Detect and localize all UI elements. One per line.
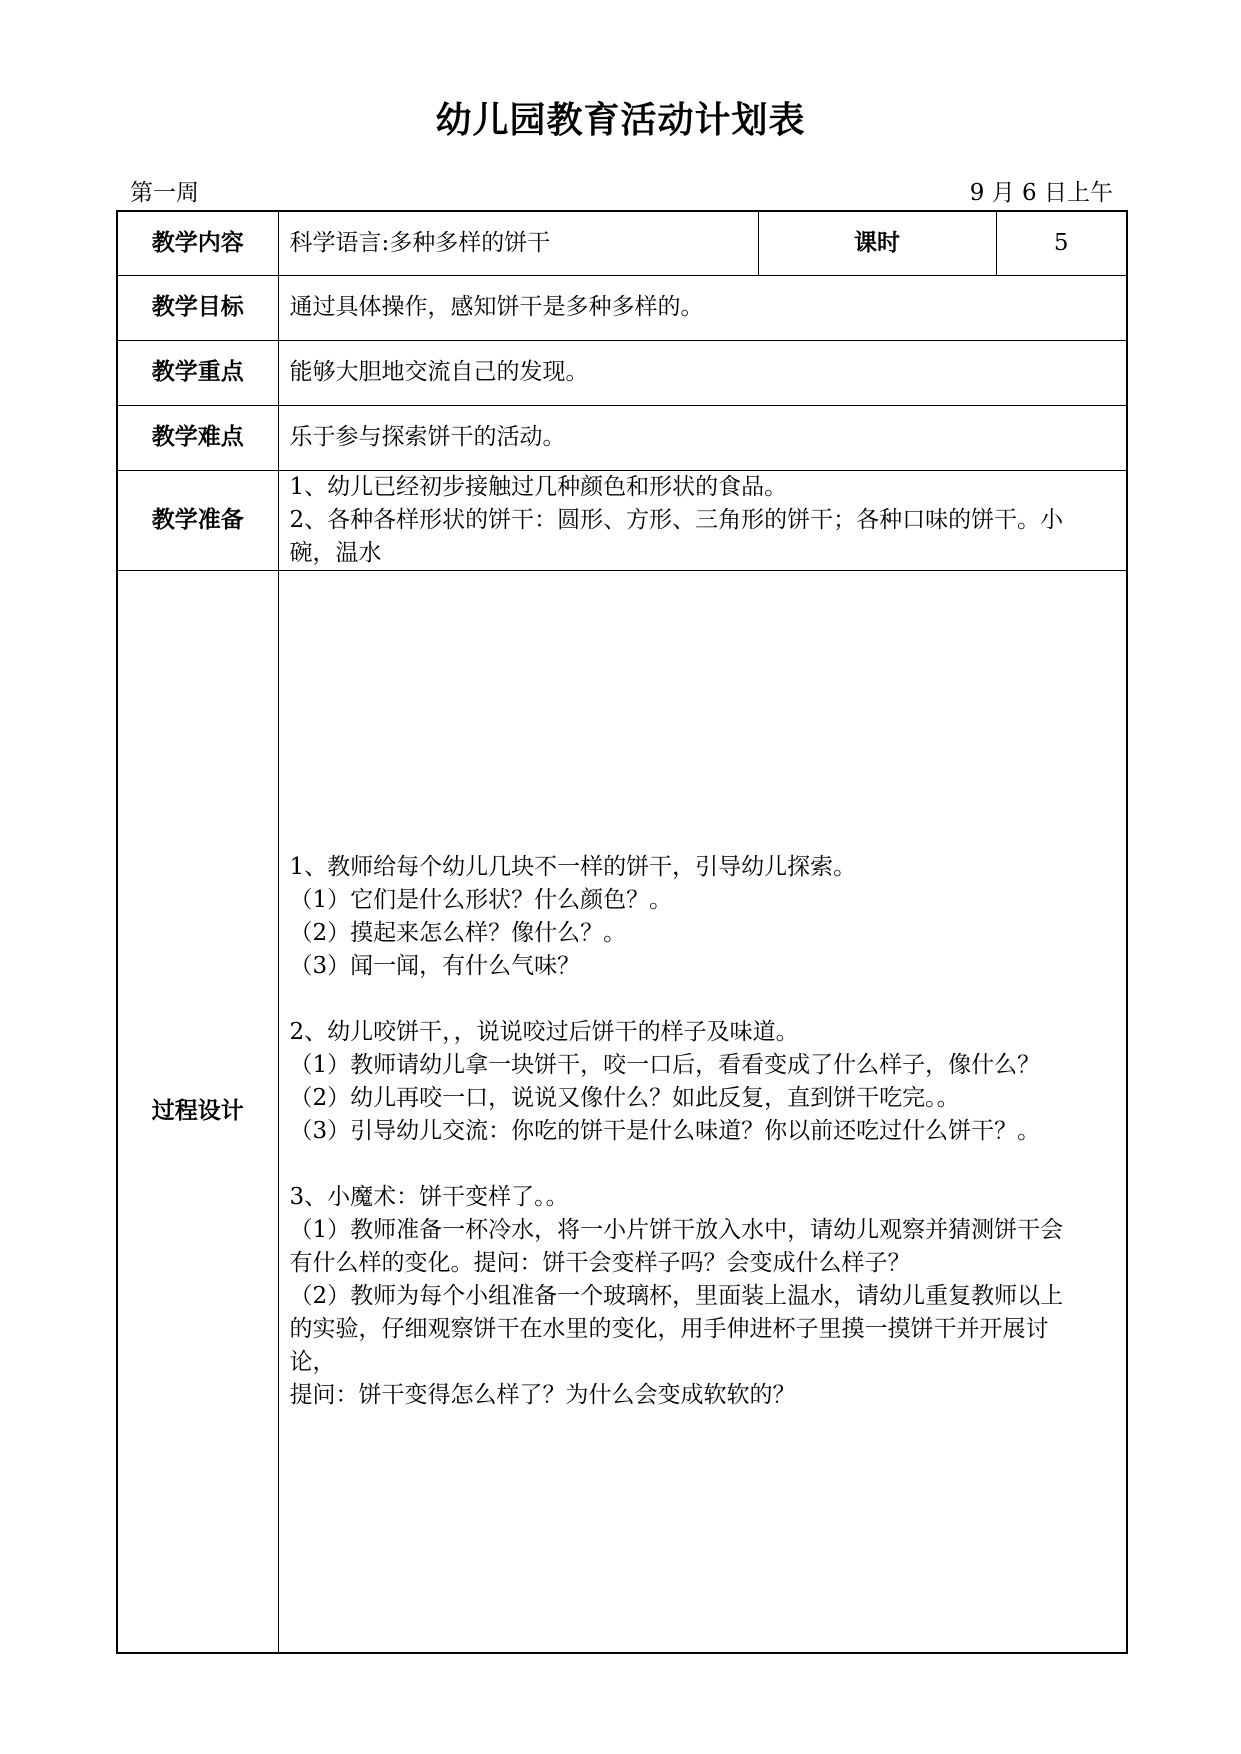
key-point-label: 教学重点 [117,340,278,405]
teaching-content-label: 教学内容 [117,211,278,275]
row-teaching-content [117,211,1127,275]
process-step-2-line: （3）引导幼儿交流：你吃的饼干是什么味道？你以前还吃过什么饼干？。 [289,1117,1041,1144]
document-title: 幼儿园教育活动计划表 [435,100,806,141]
row-key-point [117,340,1127,405]
preparation-label: 教学准备 [117,470,278,570]
process-design-label: 过程设计 [117,570,278,1653]
preparation-line: 碗，温水 [289,539,382,566]
row-preparation [117,470,1127,570]
teaching-goal-label: 教学目标 [117,275,278,340]
process-step-1-line: 1、教师给每个幼儿几块不一样的饼干，引导幼儿探索。 [289,853,857,880]
process-step-3-line: 有什么样的变化。提问：饼干会变样子吗？会变成什么样子？ [289,1249,911,1276]
teaching-content-value: 科学语言:多种多样的饼干 [278,211,758,275]
date-label: 9 月 6 日上午 [969,180,1113,206]
process-step-3-line: 论， [289,1348,336,1375]
activity-plan-table [116,210,1128,1654]
process-design-content [278,570,1127,1653]
week-label: 第一周 [130,180,199,206]
difficulty-value: 乐于参与探索饼干的活动。 [278,405,1127,470]
section-spacer [290,1148,1119,1181]
row-teaching-goal [117,275,1127,340]
teaching-goal-value: 通过具体操作，感知饼干是多种多样的。 [278,275,1127,340]
process-step-1-line: （3）闻一闻，有什么气味？ [289,952,581,979]
row-difficulty [117,405,1127,470]
process-step-1-line: （2）摸起来怎么样？像什么？。 [289,919,627,946]
row-process-design [117,570,1127,1653]
process-step-2-line: （2）幼儿再咬一口，说说又像什么？如此反复，直到饼干吃完。。 [289,1084,960,1111]
process-step-2-line: （1）教师请幼儿拿一块饼干，咬一口后，看看变成了什么样子，像什么？ [289,1051,1041,1078]
process-step-3-line: 3、小魔术：饼干变样了。。 [289,1183,569,1210]
process-step-3-line: 的实验，仔细观察饼干在水里的变化，用手伸进杯子里摸一摸饼干并开展讨 [289,1315,1049,1342]
class-hours-value: 5 [996,211,1127,275]
preparation-value [278,470,1127,570]
process-step-3-line: （2）教师为每个小组准备一个玻璃杯，里面装上温水，请幼儿重复教师以上 [289,1282,1064,1309]
process-step-3-line: （1）教师准备一杯冷水，将一小片饼干放入水中，请幼儿观察并猜测饼干会 [289,1216,1064,1243]
process-step-1-line: （1）它们是什么形状？什么颜色？。 [289,886,673,913]
section-spacer [290,983,1119,1016]
process-step-3-line: 提问：饼干变得怎么样了？为什么会变成软软的？ [289,1381,796,1408]
difficulty-label: 教学难点 [117,405,278,470]
class-hours-label: 课时 [758,211,996,275]
preparation-line: 2、各种各样形状的饼干：圆形、方形、三角形的饼干；各种口味的饼干。小 [289,506,1064,533]
process-step-2-line: 2、幼儿咬饼干，，说说咬过后饼干的样子及味道。 [289,1018,799,1045]
preparation-line: 1、幼儿已经初步接触过几种颜色和形状的食品。 [289,473,788,500]
key-point-value: 能够大胆地交流自己的发现。 [278,340,1127,405]
